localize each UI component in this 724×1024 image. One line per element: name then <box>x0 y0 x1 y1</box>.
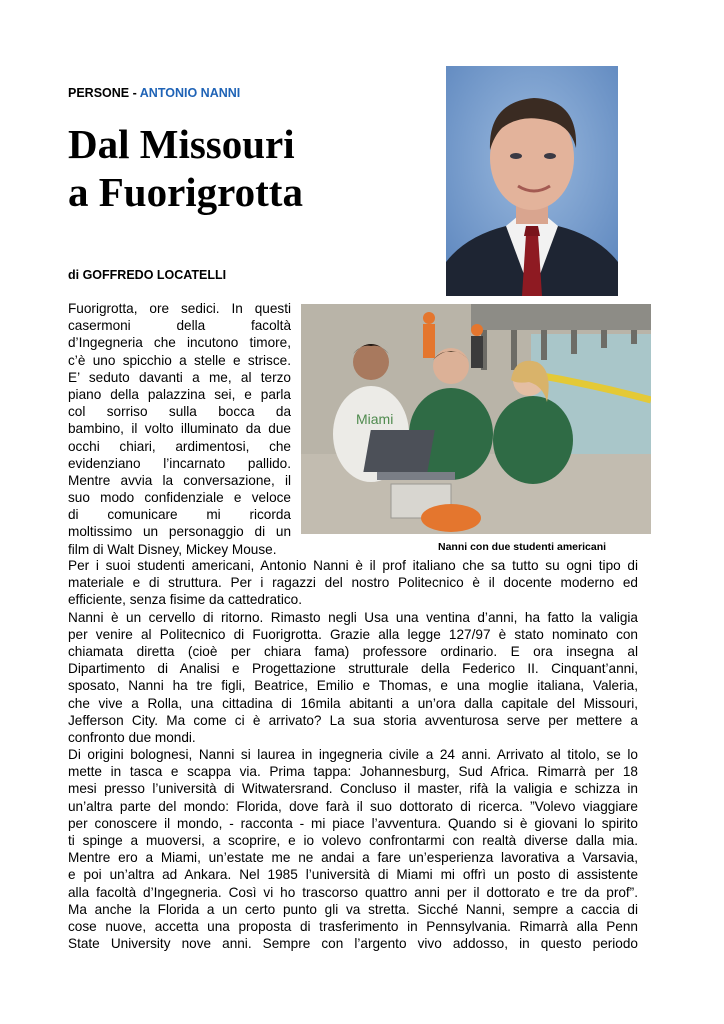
intro-line: E’ seduto davanti a me, al terzo <box>68 369 291 385</box>
body-line: Per i suoi studenti americani, Antonio Nanni è il prof italiano che sa tutto su ogni tipo di <box>68 558 638 573</box>
body-line: un’altra parte del mondo: Florida, dove farà il suo dottorato di ricerca. ”Volevo viaggiare <box>68 798 638 814</box>
photo-caption: Nanni con due studenti americani <box>438 541 607 553</box>
intro-line: film di Walt Disney, Mickey Mouse. <box>68 541 277 557</box>
body-line: Ma anche la Florida a un certo punto gli va stretta. Sicché Nanni, sempre a caccia di <box>68 901 638 917</box>
body-line: Di origini bolognesi, Nanni si laurea in ingegneria civile a 24 anni. Arrivato al titolo, se lo <box>68 747 638 763</box>
intro-line: occhi chiari, ardimentosi, che <box>68 438 291 454</box>
intro-line: c’è uno spicchio a stelle e strisce. <box>68 352 291 368</box>
shirt-text: Miami <box>356 411 394 427</box>
body-line: chiamata diretta (cioè per chiara fama) professore ordinario. E ora insegna al <box>68 643 638 659</box>
group-photo <box>301 304 651 534</box>
headline-line-1: Dal Missouri <box>68 121 295 167</box>
body-line: Nanni è un cervello di ritorno. Rimasto negli Usa una ventina d’anni, ha fatto la valigia <box>68 609 638 625</box>
body-line: sposato, Nanni ha tre figli, Beatrice, Emilio e Thomas, e una moglie italiana, Valeria, <box>68 678 638 694</box>
intro-line: suo modo confidenziale e veloce <box>68 490 291 506</box>
section-person-name: ANTONIO NANNI <box>139 86 241 100</box>
group-illustration <box>301 304 651 534</box>
intro-line: d’Ingegneria che incutono timore, <box>68 335 291 351</box>
intro-line: Fuorigrotta, ore sedici. In questi <box>68 301 291 316</box>
intro-line: evidenziano l’incarnato pallido. <box>68 455 291 471</box>
intro-column <box>68 300 291 558</box>
body-line: per conoscere il mondo, - racconta - mi piace l’avventura. Quando si è giovani lo spirito <box>68 815 638 831</box>
body-line: efficiente, senza fisime da cattedratico. <box>68 592 302 608</box>
body-line: State University nove anni. Sempre con l’argento vivo addosso, in questo periodo <box>68 936 638 952</box>
body-line: cose nuove, accetta una proposta di trasferimento in Pennsylvania. Rimarrà alla Penn <box>68 918 638 934</box>
body-line: che vive a Rolla, una cittadina di 16mila abitanti a un’ora dalla capitale del Missouri, <box>68 695 638 711</box>
body-line: Jefferson City. Ma come ci è arrivato? La sua storia avventurosa serve per mettere a <box>68 712 638 728</box>
body-line: Dipartimento di Analisi e Progettazione strutturale della Federico II. Cinquant’anni, <box>68 661 638 677</box>
body-line: per venire al Politecnico di Fuorigrotta. Grazie alla legge 127/97 è stato nominato con <box>68 626 638 642</box>
intro-line: Mentre avvia la conversazione, il <box>68 472 291 488</box>
article-body <box>68 557 638 952</box>
intro-line: bambino, il volto illuminato da due <box>68 421 291 437</box>
portrait-illustration <box>446 66 618 296</box>
byline: di GOFFREDO LOCATELLI <box>68 268 227 282</box>
intro-line: di comunicare mi ricorda <box>68 507 291 523</box>
body-line: mesi presso l’università di Witwatersrand. Concluso il master, rifà la valigia e schizza in <box>68 781 638 797</box>
portrait-photo <box>446 66 618 296</box>
section-kicker <box>68 86 240 100</box>
intro-line: moltissimo un personaggio di un <box>68 524 291 540</box>
body-line: materiale e di struttura. Per i ragazzi del nostro Politecnico è il docente moderno ed <box>68 575 638 591</box>
body-line: alla facoltà d’Ingegneria. Così vi ho trascorso quattro anni per il dottorato e tre da prof”. <box>68 884 638 900</box>
headline <box>68 120 428 216</box>
body-line: Mentre ero a Miami, un’estate me ne andai a fare un’esperienza lavorativa a Varsavia, <box>68 850 638 866</box>
body-line: e poi un’altra ad Ankara. Nel 1985 l’università di Miami mi offrì un posto di assistente <box>68 867 638 883</box>
body-line: ti spinge a muoversi, a scoprire, e io volevo confrontarmi con realtà diverse dalla mia. <box>68 833 638 848</box>
intro-line: piano della palazzina sei, e parla <box>68 386 291 402</box>
headline-line-2: a Fuorigrotta <box>68 169 303 215</box>
body-line: mette in tasca e scappa via. Prima tappa: Johannesburg, Sud Africa. Rimarrà per 18 <box>68 764 638 780</box>
intro-line: col sorriso sulla bocca da <box>68 404 291 420</box>
intro-line: casermoni della facoltà <box>68 318 291 334</box>
section-label: PERSONE - <box>68 86 140 100</box>
body-line: confronto due mondi. <box>68 729 196 745</box>
